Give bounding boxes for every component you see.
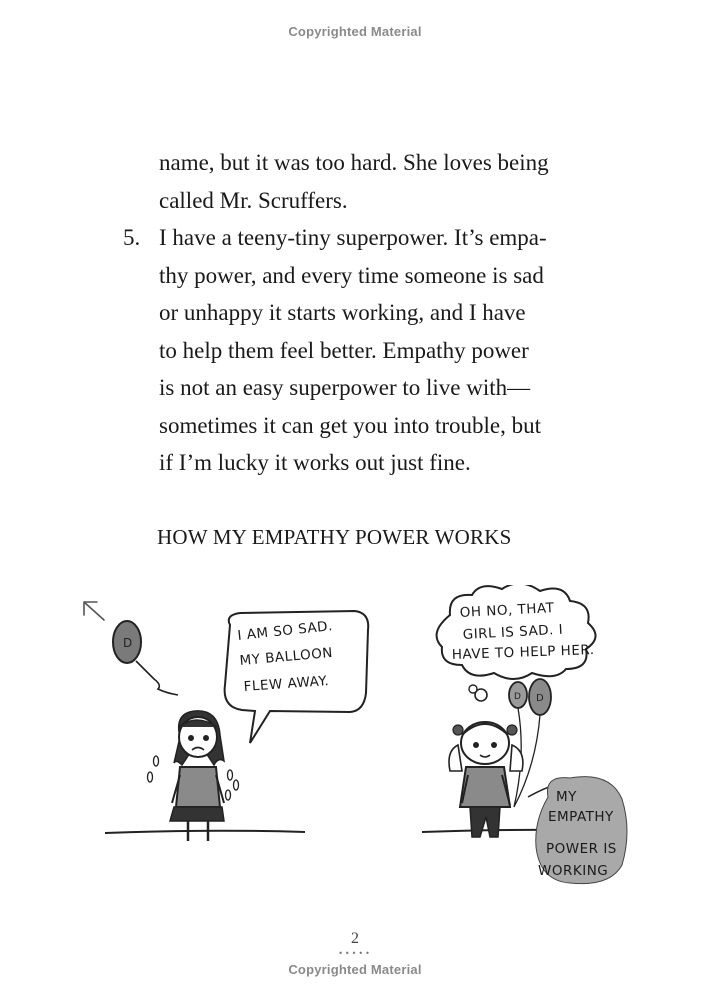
thought-line: GIRL IS SAD. I: [462, 621, 564, 643]
text-line: or unhappy it starts working, and I have: [159, 300, 526, 325]
list-item-number: 5.: [123, 225, 141, 250]
page-dots: •••••: [338, 949, 372, 958]
ground-line-left: [105, 831, 305, 833]
speech-line: FLEW AWAY.: [243, 673, 330, 695]
speech-bubble: [225, 611, 369, 743]
text-line: thy power, and every time someone is sad: [159, 262, 544, 288]
thought-line: HAVE TO HELP HER.: [451, 642, 595, 663]
svg-text:D: D: [536, 693, 544, 704]
thought-line: OH NO, THAT: [459, 600, 555, 621]
list-item-5: [159, 219, 547, 482]
sad-girl-figure: [148, 711, 239, 841]
text-line: sometimes it can get you into trouble, but: [159, 412, 541, 438]
empathy-power-label: [528, 777, 627, 884]
balloon-flying-icon: [84, 602, 178, 695]
text-line: called Mr. Scruffers.: [159, 187, 348, 213]
label-line: WORKING: [538, 863, 609, 879]
empathy-illustration: [70, 585, 660, 890]
helping-girl-figure: [449, 679, 551, 837]
label-line: POWER IS: [546, 841, 617, 857]
svg-text:D: D: [123, 636, 133, 650]
copyright-watermark-bottom: Copyrighted Material: [288, 962, 422, 977]
text-line: to help them feel better. Empathy power: [159, 337, 529, 363]
paragraph-continuation: [159, 144, 549, 219]
speech-line: I AM SO SAD.: [236, 618, 334, 644]
text-line: is not an easy superpower to live with—: [159, 375, 531, 400]
label-line: EMPATHY: [548, 809, 614, 825]
speech-line: MY BALLOON: [238, 644, 334, 669]
text-line: if I’m lucky it works out just fine.: [159, 450, 471, 475]
label-line: MY: [556, 789, 577, 805]
page-number: 2: [351, 930, 359, 947]
copyright-watermark-top: Copyrighted Material: [288, 24, 422, 39]
text-line: I have a teeny-tiny superpower. It’s empa-: [159, 225, 547, 250]
text-line: name, but it was too hard. She loves being: [159, 150, 549, 175]
svg-text:D: D: [514, 692, 521, 702]
section-heading: HOW MY EMPATHY POWER WORKS: [157, 525, 512, 549]
